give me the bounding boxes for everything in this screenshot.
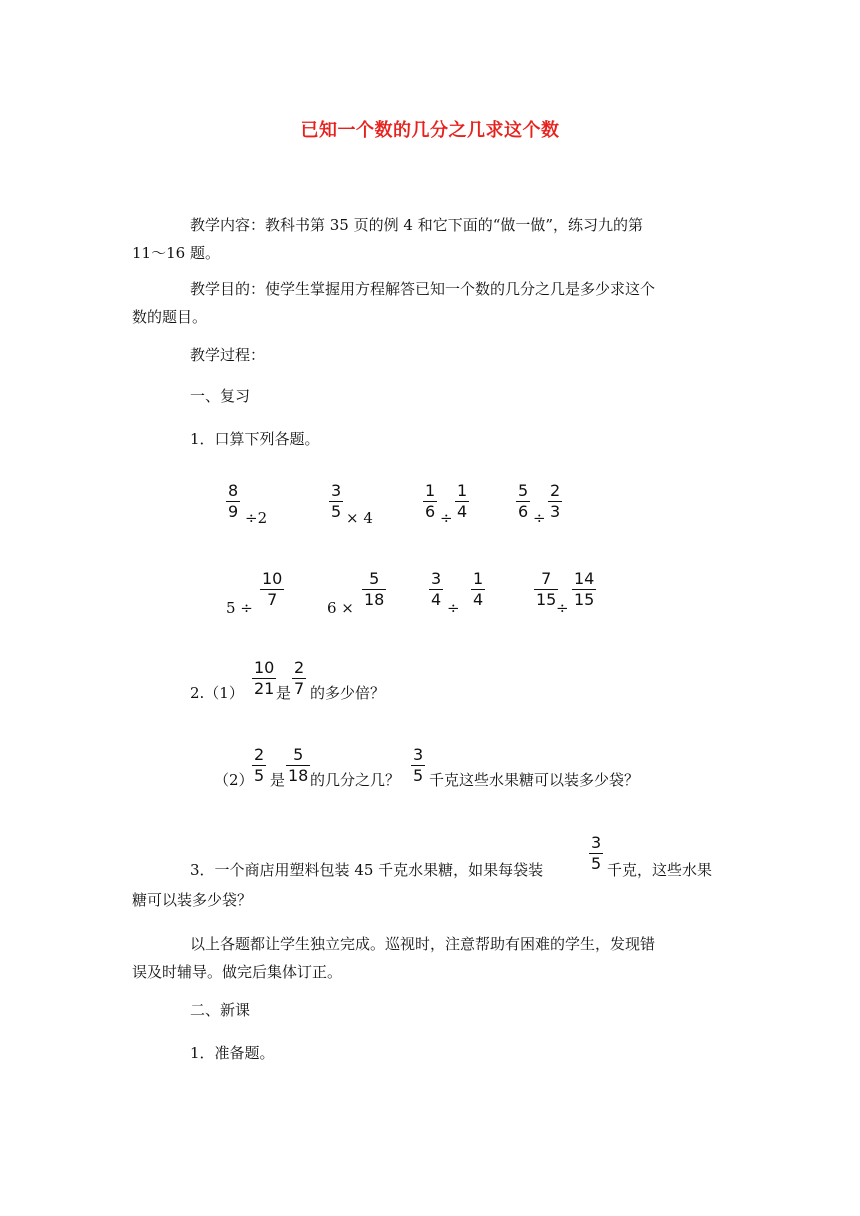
goal-paragraph-line1: 教学目的：使学生掌握用方程解答已知一个数的几分之几是多少求这个 [190, 280, 656, 298]
question-3-line1: 3．一个商店用塑料包装 45 千克水果糖，如果每袋装 [190, 861, 544, 879]
fraction: 1 4 [473, 569, 484, 609]
process-heading: 教学过程： [190, 346, 266, 364]
content-paragraph-line1: 教学内容：教科书第 35 页的例 4 和它下面的“做一做”，练习九的第 [190, 216, 644, 234]
content-paragraph-line2: 11～16 题。 [132, 244, 220, 262]
operator: 6 × [327, 599, 354, 617]
question-2-1-label: 2.（1） [190, 684, 244, 702]
fraction: 10 7 [262, 569, 283, 609]
operator: 5 ÷ [226, 599, 253, 617]
operator: × 4 [346, 509, 373, 527]
fraction: 14 15 [574, 569, 595, 609]
fraction: 2 7 [294, 658, 305, 698]
divide-operator: ÷ [440, 509, 453, 527]
question-3-line2: 糖可以装多少袋？ [132, 891, 253, 909]
divide-operator: ÷ [447, 599, 460, 617]
fraction: 3 5 [413, 745, 424, 785]
divide-operator: ÷ [533, 509, 546, 527]
fraction: 3 4 [431, 569, 442, 609]
question-3-line1-tail: 千克，这些水果 [607, 861, 713, 879]
fraction: 5 6 [518, 481, 529, 521]
question-text: 的多少倍？ [310, 684, 386, 702]
fraction: 1 4 [457, 481, 468, 521]
fraction: 10 21 [254, 658, 275, 698]
note-line2: 误及时辅导。做完后集体订正。 [132, 963, 343, 981]
review-heading: 一、复习 [190, 387, 251, 405]
fraction: 5 18 [364, 569, 385, 609]
fraction: 3 5 [331, 481, 342, 521]
question-text: 是 [270, 771, 286, 789]
oral-calc-heading: 1．口算下列各题。 [190, 430, 320, 448]
operator: ÷2 [245, 509, 268, 527]
question-text: 的几分之几？ [310, 771, 401, 789]
prep-question-heading: 1．准备题。 [190, 1044, 275, 1062]
fraction: 1 6 [425, 481, 436, 521]
note-line1: 以上各题都让学生独立完成。巡视时，注意帮助有困难的学生，发现错 [190, 935, 656, 953]
question-text: 是 [276, 684, 292, 702]
page-title: 已知一个数的几分之几求这个数 [300, 120, 560, 141]
fraction: 2 5 [254, 745, 265, 785]
goal-paragraph-line2: 数的题目。 [132, 308, 208, 326]
fraction: 3 5 [591, 833, 602, 873]
question-text: 千克这些水果糖可以装多少袋？ [429, 771, 640, 789]
divide-operator: ÷ [556, 599, 569, 617]
fraction: 8 9 [228, 481, 239, 521]
new-lesson-heading: 二、新课 [190, 1001, 251, 1019]
question-2-2-label: （2） [214, 771, 254, 789]
fraction: 7 15 [536, 569, 557, 609]
fraction: 2 3 [550, 481, 561, 521]
fraction: 5 18 [288, 745, 309, 785]
